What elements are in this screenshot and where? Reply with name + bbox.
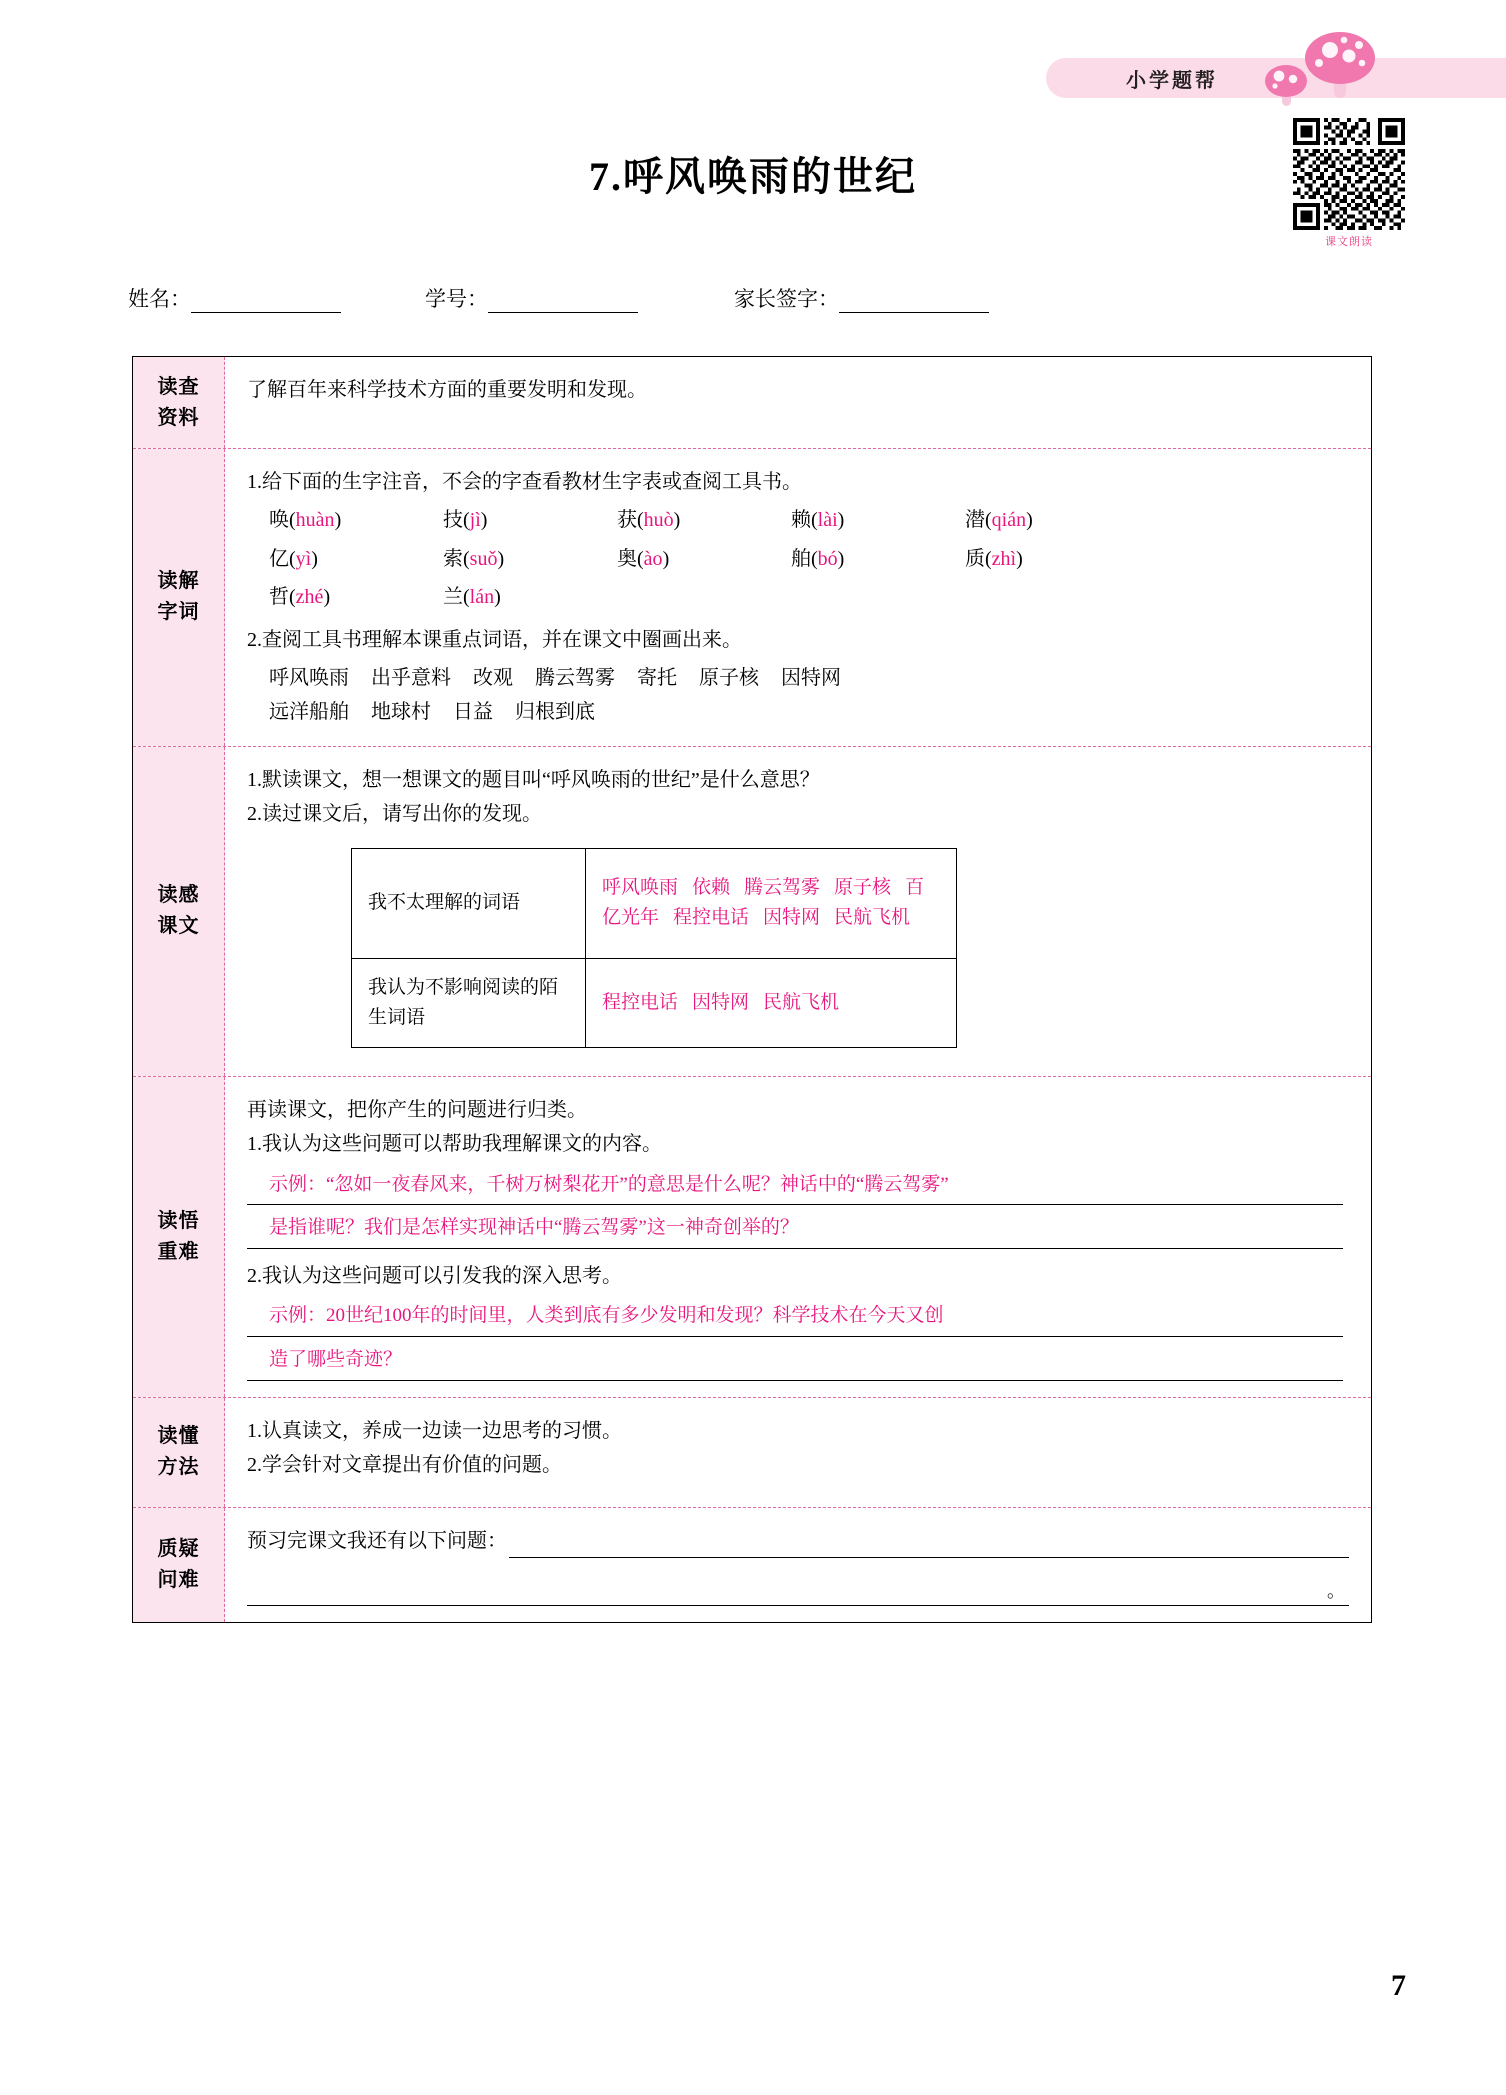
answer-line xyxy=(602,988,940,1018)
pinyin-cell: 亿(yì) xyxy=(269,547,318,570)
answer-word: 腾云驾雾 xyxy=(744,876,821,898)
pinyin-char: 奥 xyxy=(617,547,637,570)
label-line-1: 读查 xyxy=(157,375,200,398)
pinyin-value: zhé xyxy=(295,586,324,609)
section-label-zhiyi xyxy=(133,1508,225,1622)
zhiyi-prompt: 预习完课文我还有以下问题： xyxy=(247,1529,507,1552)
section-row-zici xyxy=(133,449,1371,747)
wunan-answer-1-line-1[interactable]: 示例：“忽如一夜春风来，千树万树梨花开”的意思是什么呢？神话中的“腾云驾雾” xyxy=(247,1169,1343,1206)
answer-row-value[interactable] xyxy=(586,848,957,958)
pinyin-char: 潜 xyxy=(965,509,985,532)
answer-word: 民航飞机 xyxy=(763,991,840,1013)
student-id-label: 学号： xyxy=(425,287,488,311)
mushroom-small-icon xyxy=(1264,62,1310,106)
word-item: 腾云驾雾 xyxy=(535,666,615,689)
word-item: 改观 xyxy=(473,666,513,689)
section-body-ganwen xyxy=(225,747,1371,1076)
fangfa-item-1: 1.认真读文，养成一边读一边思考的习惯。 xyxy=(247,1419,622,1442)
wunan-answer-1-line-2[interactable]: 是指谁呢？我们是怎样实现神话中“腾云驾雾”这一神奇创举的？ xyxy=(247,1212,1343,1249)
section-label-wunan xyxy=(133,1077,225,1397)
pinyin-value: huàn xyxy=(295,509,335,532)
section-label-fangfa xyxy=(133,1398,225,1507)
page-number: 7 xyxy=(1391,1969,1406,2002)
answer-line xyxy=(602,903,940,933)
pinyin-value: lài xyxy=(817,509,838,532)
pinyin-cell: 质(zhì) xyxy=(965,547,1023,570)
pinyin-cell: 奥(ào) xyxy=(617,547,670,570)
answer-line xyxy=(602,873,940,903)
section-label-ganwen xyxy=(133,747,225,1076)
pinyin-value: jì xyxy=(469,509,481,532)
pinyin-cell: 兰(lán) xyxy=(443,586,501,609)
qr-caption: 课文朗读 xyxy=(1325,236,1373,248)
wunan-answer-2-line-2[interactable]: 造了哪些奇迹？ xyxy=(247,1344,1343,1381)
answer-row-label: 我认为不影响阅读的陌生词语 xyxy=(352,958,586,1048)
answer-word: 亿光年 xyxy=(602,907,660,929)
wunan-answer-2-line-1[interactable]: 示例：20世纪100年的时间里，人类到底有多少发明和发现？科学技术在今天又创 xyxy=(247,1300,1343,1337)
answer-word: 因特网 xyxy=(763,907,821,929)
student-id-input-line[interactable] xyxy=(488,293,638,313)
mushroom-icon xyxy=(1304,30,1376,98)
pinyin-value: yì xyxy=(295,547,312,570)
pinyin-char: 索 xyxy=(443,547,463,570)
word-item: 远洋船舶 xyxy=(269,701,349,724)
pinyin-char: 兰 xyxy=(443,586,463,609)
word-item: 因特网 xyxy=(781,666,841,689)
pinyin-value: lán xyxy=(469,586,495,609)
word-item: 寄托 xyxy=(637,666,677,689)
label-line-2: 资料 xyxy=(157,406,200,429)
ziliao-text: 了解百年来科学技术方面的重要发明和发现。 xyxy=(247,379,647,401)
zici-words-line-1 xyxy=(247,661,1349,695)
pinyin-char: 舶 xyxy=(791,547,811,570)
name-field[interactable] xyxy=(128,283,341,313)
page-title: 7.呼风唤雨的世纪 xyxy=(589,154,917,199)
section-body-ziliao xyxy=(225,357,1371,448)
pinyin-char: 技 xyxy=(443,509,463,532)
label-line-2: 字词 xyxy=(157,601,200,624)
label-line-1: 读感 xyxy=(157,884,200,907)
pinyin-value: ào xyxy=(643,547,663,570)
pinyin-cell: 唤(huàn) xyxy=(269,509,342,532)
name-label: 姓名： xyxy=(128,287,191,311)
wunan-lead: 再读课文，把你产生的问题进行归类。 xyxy=(247,1098,587,1121)
student-id-field[interactable] xyxy=(425,283,638,313)
label-line-1: 读懂 xyxy=(157,1425,200,1448)
pinyin-value: qián xyxy=(991,509,1027,532)
pinyin-value: huò xyxy=(643,509,674,532)
banner-label: 小学题帮 xyxy=(1126,70,1218,92)
table-row xyxy=(352,958,957,1048)
pinyin-char: 亿 xyxy=(269,547,289,570)
answer-row-value[interactable] xyxy=(586,958,957,1048)
pinyin-cell: 索(suǒ) xyxy=(443,547,505,570)
word-item: 日益 xyxy=(453,701,493,724)
section-label-ziliao xyxy=(133,357,225,448)
pinyin-row xyxy=(247,580,1349,614)
zici-question-1: 1.给下面的生字注音，不会的字查看教材生字表或查阅工具书。 xyxy=(247,471,802,493)
wunan-question-1: 1.我认为这些问题可以帮助我理解课文的内容。 xyxy=(247,1133,662,1156)
zhiyi-prompt-row xyxy=(247,1524,1349,1558)
worksheet-table xyxy=(132,356,1372,1623)
label-line-1: 质疑 xyxy=(157,1537,200,1560)
pinyin-value: bó xyxy=(817,547,838,570)
pinyin-value: suǒ xyxy=(469,547,498,570)
pinyin-cell: 获(huò) xyxy=(617,509,681,532)
pinyin-char: 质 xyxy=(965,547,985,570)
section-row-fangfa xyxy=(133,1398,1371,1508)
pinyin-char: 哲 xyxy=(269,586,289,609)
answer-word: 原子核 xyxy=(834,876,892,898)
answer-word: 程控电话 xyxy=(673,907,750,929)
word-item: 原子核 xyxy=(699,666,759,689)
section-body-fangfa xyxy=(225,1398,1371,1507)
section-body-zhiyi xyxy=(225,1508,1371,1622)
pinyin-cell: 赖(lài) xyxy=(791,509,845,532)
section-row-zhiyi xyxy=(133,1508,1371,1622)
name-input-line[interactable] xyxy=(191,293,341,313)
student-info-row xyxy=(128,283,1378,313)
pinyin-row xyxy=(247,503,1349,537)
label-line-1: 读悟 xyxy=(157,1209,200,1232)
pinyin-value: zhì xyxy=(991,547,1017,570)
answer-word: 程控电话 xyxy=(602,991,679,1013)
label-line-2: 重难 xyxy=(157,1240,200,1263)
parent-signature-input-line[interactable] xyxy=(839,293,989,313)
ganwen-answer-table xyxy=(351,848,957,1049)
section-body-zici xyxy=(225,449,1371,746)
answer-word: 民航飞机 xyxy=(834,907,911,929)
pinyin-row xyxy=(247,542,1349,576)
word-item: 归根到底 xyxy=(515,701,595,724)
answer-row-label: 我不太理解的词语 xyxy=(352,848,586,958)
zhiyi-end-mark: 。 xyxy=(1327,1581,1345,1602)
word-item: 呼风唤雨 xyxy=(269,666,349,689)
ganwen-question-2: 2.读过课文后，请写出你的发现。 xyxy=(247,803,542,826)
zici-words-line-2 xyxy=(247,695,1349,729)
fangfa-item-2: 2.学会针对文章提出有价值的问题。 xyxy=(247,1453,562,1476)
answer-word: 因特网 xyxy=(692,991,750,1013)
section-label-zici xyxy=(133,449,225,746)
pinyin-char: 获 xyxy=(617,509,637,532)
pinyin-cell: 潜(qián) xyxy=(965,509,1033,532)
answer-word: 呼风唤雨 xyxy=(602,876,679,898)
parent-signature-field[interactable] xyxy=(734,283,989,313)
pinyin-cell: 哲(zhé) xyxy=(269,586,331,609)
label-line-2: 方法 xyxy=(157,1456,200,1479)
pinyin-char: 赖 xyxy=(791,509,811,532)
section-row-ganwen xyxy=(133,747,1371,1077)
label-line-1: 读解 xyxy=(157,570,200,593)
zici-question-2: 2.查阅工具书理解本课重点词语，并在课文中圈画出来。 xyxy=(247,628,742,651)
section-body-wunan xyxy=(225,1077,1371,1397)
section-row-wunan xyxy=(133,1077,1371,1398)
answer-word: 百 xyxy=(905,876,925,898)
pinyin-cell: 技(jì) xyxy=(443,509,488,532)
ganwen-question-1: 1.默读课文，想一想课文的题目叫“呼风唤雨的世纪”是什么意思？ xyxy=(247,768,820,791)
label-line-2: 课文 xyxy=(157,915,200,938)
pinyin-char: 唤 xyxy=(269,509,289,532)
answer-word: 依赖 xyxy=(692,876,731,898)
zhiyi-answer-line-2[interactable] xyxy=(247,1581,1349,1606)
word-item: 出乎意料 xyxy=(371,666,451,689)
word-item: 地球村 xyxy=(371,701,431,724)
parent-signature-label: 家长签字： xyxy=(734,287,839,311)
table-row xyxy=(352,848,957,958)
zhiyi-answer-line-1[interactable] xyxy=(509,1538,1349,1558)
wunan-question-2: 2.我认为这些问题可以引发我的深入思考。 xyxy=(247,1264,622,1287)
section-row-ziliao xyxy=(133,357,1371,449)
brand-banner xyxy=(0,58,1506,110)
pinyin-cell: 舶(bó) xyxy=(791,547,845,570)
label-line-2: 问难 xyxy=(157,1568,200,1591)
